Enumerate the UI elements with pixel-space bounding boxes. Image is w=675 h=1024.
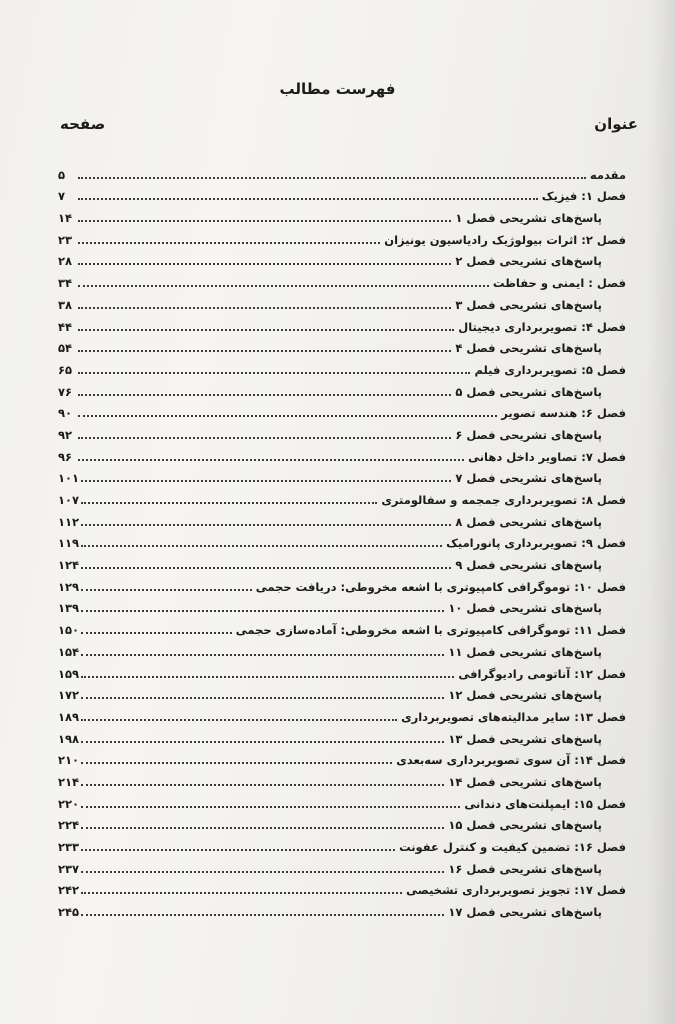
dot-leader (81, 719, 397, 721)
toc-entry-page-number: ۱۵۰ (58, 623, 80, 638)
toc-entry-answers (58, 377, 626, 399)
dot-leader (81, 827, 444, 829)
toc-entry-chapter (58, 789, 626, 811)
toc-entry-title: پاسخ‌های تشریحی فصل ۷ (455, 471, 602, 486)
dot-leader (81, 589, 252, 591)
dot-leader (78, 372, 470, 374)
toc-entry-answers (58, 811, 626, 833)
dot-leader (78, 329, 454, 331)
dot-leader (81, 741, 444, 743)
toc-entry-answers (58, 854, 626, 876)
toc-entry-page-number: ۱۹۸ (58, 731, 80, 746)
toc-entry-page-number: ۱۷۲ (58, 688, 80, 703)
toc-entry-answers (58, 507, 626, 529)
toc-entry-page-number: ۱۱۹ (58, 536, 80, 551)
toc-entry-answers (58, 594, 626, 616)
toc-entry-title: فصل : ایمنی و حفاظت (492, 276, 626, 291)
toc-entry-title: پاسخ‌های تشریحی فصل ۱۳ (448, 731, 602, 746)
dot-leader (78, 242, 380, 244)
toc-entry-answers (58, 767, 626, 789)
toc-entry-answers (58, 334, 626, 356)
dot-leader (81, 632, 232, 634)
dot-leader (78, 177, 586, 179)
toc-entry-chapter (58, 225, 626, 247)
toc-entry-chapter (58, 615, 626, 637)
toc-entry-answers (58, 681, 626, 703)
toc-entry-title: فصل ۶: هندسه تصویر (501, 406, 626, 421)
toc-entry-title: پاسخ‌های تشریحی فصل ۳ (455, 297, 602, 312)
toc-entry-page-number: ۶۵ (58, 362, 73, 377)
toc-entry-chapter (58, 659, 626, 681)
toc-entry-title: پاسخ‌های تشریحی فصل ۱۰ (448, 601, 602, 616)
toc-entry-page-number: ۲۱۰ (58, 753, 80, 768)
toc-entry-title: فصل ۱۵: ایمپلنت‌های دندانی (464, 796, 626, 811)
toc-entry-page-number: ۱۳۹ (58, 601, 80, 616)
toc-entry-title: فصل ۱۳: سایر مدالیته‌های تصویربرداری (401, 709, 626, 724)
toc-entry-page-number: ۲۳۷ (58, 861, 80, 876)
toc-entry-page-number: ۹۰ (58, 406, 73, 421)
dot-leader (78, 459, 464, 461)
toc-entry-page-number: ۳۴ (58, 276, 73, 291)
dot-leader (81, 849, 395, 851)
toc-entry-page-number: ۲۳ (58, 232, 73, 247)
toc-entry-title: پاسخ‌های تشریحی فصل ۱ (455, 211, 602, 226)
dot-leader (81, 502, 377, 504)
toc-entry-title: فصل ۷: تصاویر داخل دهانی (468, 449, 626, 464)
toc-entry-title: پاسخ‌های تشریحی فصل ۱۵ (448, 818, 602, 833)
toc-entry-page-number: ۱۰۱ (58, 471, 80, 486)
toc-entry-page-number: ۲۸ (58, 254, 73, 269)
dot-leader (81, 676, 454, 678)
toc-entry-page-number: ۲۲۰ (58, 796, 80, 811)
toc-entry-page-number: ۹۶ (58, 449, 73, 464)
toc-entry-answers (58, 550, 626, 572)
dot-leader (78, 220, 451, 222)
toc-entry-page-number: ۱۵۹ (58, 666, 80, 681)
dot-leader (81, 524, 451, 526)
dot-leader (81, 545, 442, 547)
toc-entry-title: مقدمه (589, 167, 626, 182)
toc-entry-answers (58, 464, 626, 486)
toc-entry-answers (58, 420, 626, 442)
toc-entry-title: فصل ۱۲: آناتومی رادیوگرافی (458, 666, 626, 681)
toc-entry-chapter (58, 312, 626, 334)
dot-leader (81, 697, 444, 699)
toc-entry-title: فصل ۱: فیزیک (541, 189, 626, 204)
toc-entry-page-number: ۱۱۲ (58, 514, 80, 529)
toc-entry-page-number: ۱۲۹ (58, 579, 80, 594)
toc-entry-page-number: ۲۴۲ (58, 883, 80, 898)
dot-leader (78, 350, 451, 352)
toc-entry-chapter (58, 572, 626, 594)
toc-entry-title: پاسخ‌های تشریحی فصل ۹ (455, 558, 602, 573)
toc-entry-page-number: ۴۴ (58, 319, 73, 334)
dot-leader (81, 784, 444, 786)
toc-entry-page-number: ۵۴ (58, 341, 73, 356)
toc-entry-chapter (58, 746, 626, 768)
column-header-title: عنوان (594, 115, 638, 133)
dot-leader (81, 892, 402, 894)
toc-entry-chapter (58, 399, 626, 421)
toc-entry-chapter (58, 485, 626, 507)
toc-entry-answers (58, 290, 626, 312)
toc-entry-answers (58, 724, 626, 746)
toc-entry-answers (58, 897, 626, 919)
toc-entry-page-number: ۱۸۹ (58, 709, 80, 724)
toc-entry-title: پاسخ‌های تشریحی فصل ۱۱ (448, 644, 602, 659)
toc-entry-chapter (58, 529, 626, 551)
toc-entry-title: فصل ۱۷: تجویز تصویربرداری تشخیصی (406, 883, 626, 898)
page-title: فهرست مطالب (279, 80, 396, 98)
toc-entry-title: پاسخ‌های تشریحی فصل ۶ (455, 427, 602, 442)
toc-entry-title: فصل ۲: اثرات بیولوژیک رادیاسیون یونیزان (384, 232, 626, 247)
toc-entry-title: پاسخ‌های تشریحی فصل ۱۷ (448, 905, 602, 920)
toc-entry-title: فصل ۹: تصویربرداری پانورامیک (446, 536, 626, 551)
toc-entry-page-number: ۵ (58, 167, 66, 182)
toc-entry-page-number: ۲۲۴ (58, 818, 80, 833)
toc-entry-page-number: ۱۵۴ (58, 644, 80, 659)
toc-entry-title: پاسخ‌های تشریحی فصل ۲ (455, 254, 602, 269)
dot-leader (81, 871, 444, 873)
toc-entry-page-number: ۱۰۷ (58, 493, 80, 507)
toc-entry-title: فصل ۵: تصویربرداری فیلم (474, 362, 626, 377)
toc-entry-page-number: ۲۴۵ (58, 905, 80, 920)
toc-entry-title: فصل ۱۴: آن سوی تصویربرداری سه‌بعدی (396, 753, 626, 768)
dot-leader (81, 914, 444, 916)
toc-entry-title: فصل ۴: تصویربرداری دیجیتال (458, 319, 626, 334)
dot-leader (81, 567, 451, 569)
toc-entry-chapter (58, 876, 626, 898)
dot-leader (78, 198, 538, 200)
toc-entry-page-number: ۲۳۳ (58, 840, 80, 854)
dot-leader (81, 762, 392, 764)
dot-leader (78, 307, 451, 309)
toc-entry-page-number: ۹۲ (58, 427, 73, 442)
toc-entry-title: پاسخ‌های تشریحی فصل ۱۴ (448, 774, 602, 789)
toc-entry-answers (58, 637, 626, 659)
dot-leader (78, 415, 497, 417)
toc-entry-title: پاسخ‌های تشریحی فصل ۴ (455, 341, 602, 356)
toc-entry-chapter (58, 355, 626, 377)
toc-entry-title: فصل ۸: تصویربرداری جمجمه و سفالومتری (381, 493, 626, 507)
toc-entry-page-number: ۱۴ (58, 211, 73, 226)
column-header-page: صفحه (60, 115, 106, 133)
toc-entry-answers (58, 203, 626, 225)
dot-leader (81, 610, 444, 612)
toc-entry-title: فصل ۱۰: توموگرافی کامپیوتری با اشعه مخروطی: دریافت حجمی (255, 579, 626, 594)
toc-entry-page-number: ۷۶ (58, 384, 73, 399)
dot-leader (81, 654, 444, 656)
toc-entry-chapter (58, 182, 626, 204)
toc-entry-chapter (58, 442, 626, 464)
toc-entry-chapter (58, 832, 626, 854)
toc-entry-title: پاسخ‌های تشریحی فصل ۵ (455, 384, 602, 399)
toc-entry-title: فصل ۱۶: تضمین کیفیت و کنترل عفونت (399, 840, 626, 854)
dot-leader (81, 480, 451, 482)
toc-entry-chapter (58, 160, 626, 182)
toc-entry-page-number: ۷ (58, 189, 66, 204)
table-of-contents (58, 160, 626, 919)
toc-entry-page-number: ۳۸ (58, 297, 73, 312)
toc-entry-chapter (58, 702, 626, 724)
dot-leader (81, 806, 460, 808)
toc-entry-title: پاسخ‌های تشریحی فصل ۱۲ (448, 688, 602, 703)
dot-leader (78, 263, 451, 265)
toc-entry-answers (58, 247, 626, 269)
toc-entry-page-number: ۲۱۴ (58, 774, 80, 789)
dot-leader (78, 285, 489, 287)
dot-leader (78, 394, 451, 396)
dot-leader (78, 437, 451, 439)
toc-entry-title: فصل ۱۱: توموگرافی کامپیوتری با اشعه مخروطی: آماده‌سازی حجمی (235, 623, 626, 638)
toc-entry-chapter (58, 268, 626, 290)
toc-entry-page-number: ۱۲۴ (58, 558, 80, 573)
toc-entry-title: پاسخ‌های تشریحی فصل ۱۶ (448, 861, 602, 876)
toc-entry-title: پاسخ‌های تشریحی فصل ۸ (455, 514, 602, 529)
